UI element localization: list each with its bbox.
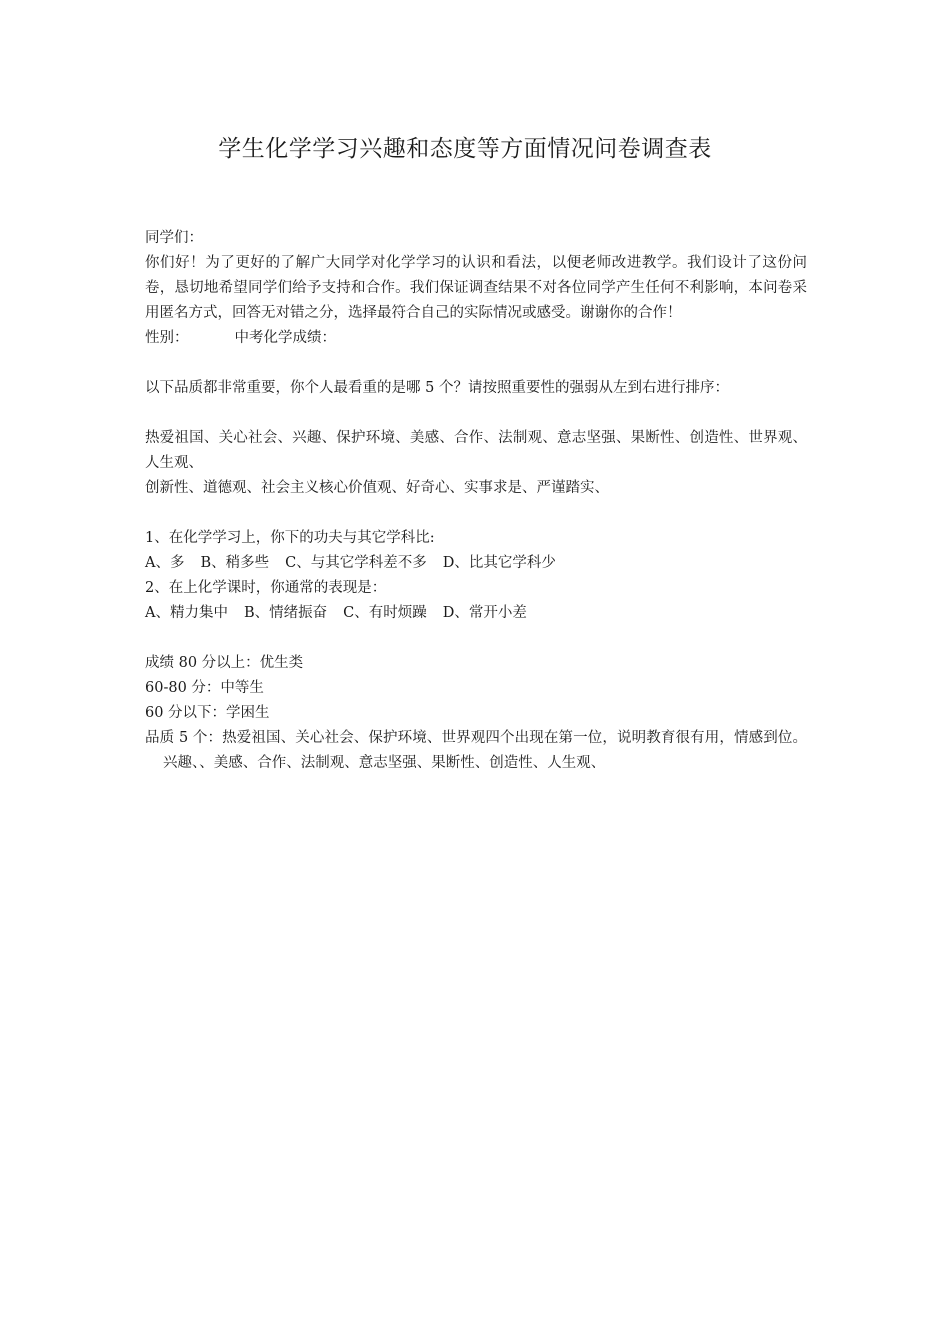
salutation: 同学们： <box>145 230 203 246</box>
document-title: 学生化学学习兴趣和态度等方面情况问卷调查表 <box>218 136 712 162</box>
gender-label: 性别： <box>145 330 189 346</box>
analysis-tail: 兴趣、、美感、合作、法制观、意志坚强、果断性、创造性、人生观、 <box>163 755 606 771</box>
question-1-options <box>145 551 807 576</box>
q2-option-c: C、有时烦躁 <box>343 605 427 621</box>
q1-option-c: C、与其它学科差不多 <box>285 555 427 571</box>
q2-option-a: A、精力集中 <box>145 605 228 621</box>
score-label: 中考化学成绩： <box>234 330 336 346</box>
q2-option-d: D、常开小差 <box>442 605 527 621</box>
q1-option-d: D、比其它学科少 <box>442 555 556 571</box>
intro-paragraph: 你们好！为了更好的了解广大同学对化学学习的认识和看法，以便老师改进教学。我们设计了这份问卷，恳切地希望同学们给予支持和合作。我们保证调查结果不对各位同学产生任何不利影响，本问卷采用匿名方式，回答无对错之分，选择最符合自己的实际情况或感受。谢谢你的合作！ <box>145 255 807 321</box>
analysis-text: 品质 5 个：热爱祖国、关心社会、保护环境、世界观四个出现在第一位，说明教育很有用，情感到位。 <box>145 730 807 746</box>
analysis-paragraph <box>145 726 807 776</box>
qualities-list-1: 热爱祖国、关心社会、兴趣、保护环境、美感、合作、法制观、意志坚强、果断性、创造性、世界观、人生观、 <box>145 430 807 471</box>
document-body <box>145 226 807 776</box>
info-fields <box>145 326 807 351</box>
question-2: 2、在上化学课时，你通常的表现是： <box>145 580 387 596</box>
grade-mid: 60-80 分：中等生 <box>145 680 264 696</box>
question-2-options <box>145 601 807 626</box>
grade-high: 成绩 80 分以上：优生类 <box>145 655 304 671</box>
question-1: 1、在化学学习上，你下的功夫与其它学科比: <box>145 530 435 546</box>
ranking-prompt: 以下品质都非常重要，你个人最看重的是哪 5 个？请按照重要性的强弱从左到右进行排序： <box>145 380 729 396</box>
grade-low: 60 分以下：学困生 <box>145 705 270 721</box>
qualities-list-2: 创新性、道德观、社会主义核心价值观、好奇心、实事求是、严谨踏实、 <box>145 480 609 496</box>
q1-option-b: B、稍多些 <box>200 555 270 571</box>
q2-option-b: B、情绪振奋 <box>243 605 328 621</box>
q1-option-a: A、多 <box>145 555 185 571</box>
